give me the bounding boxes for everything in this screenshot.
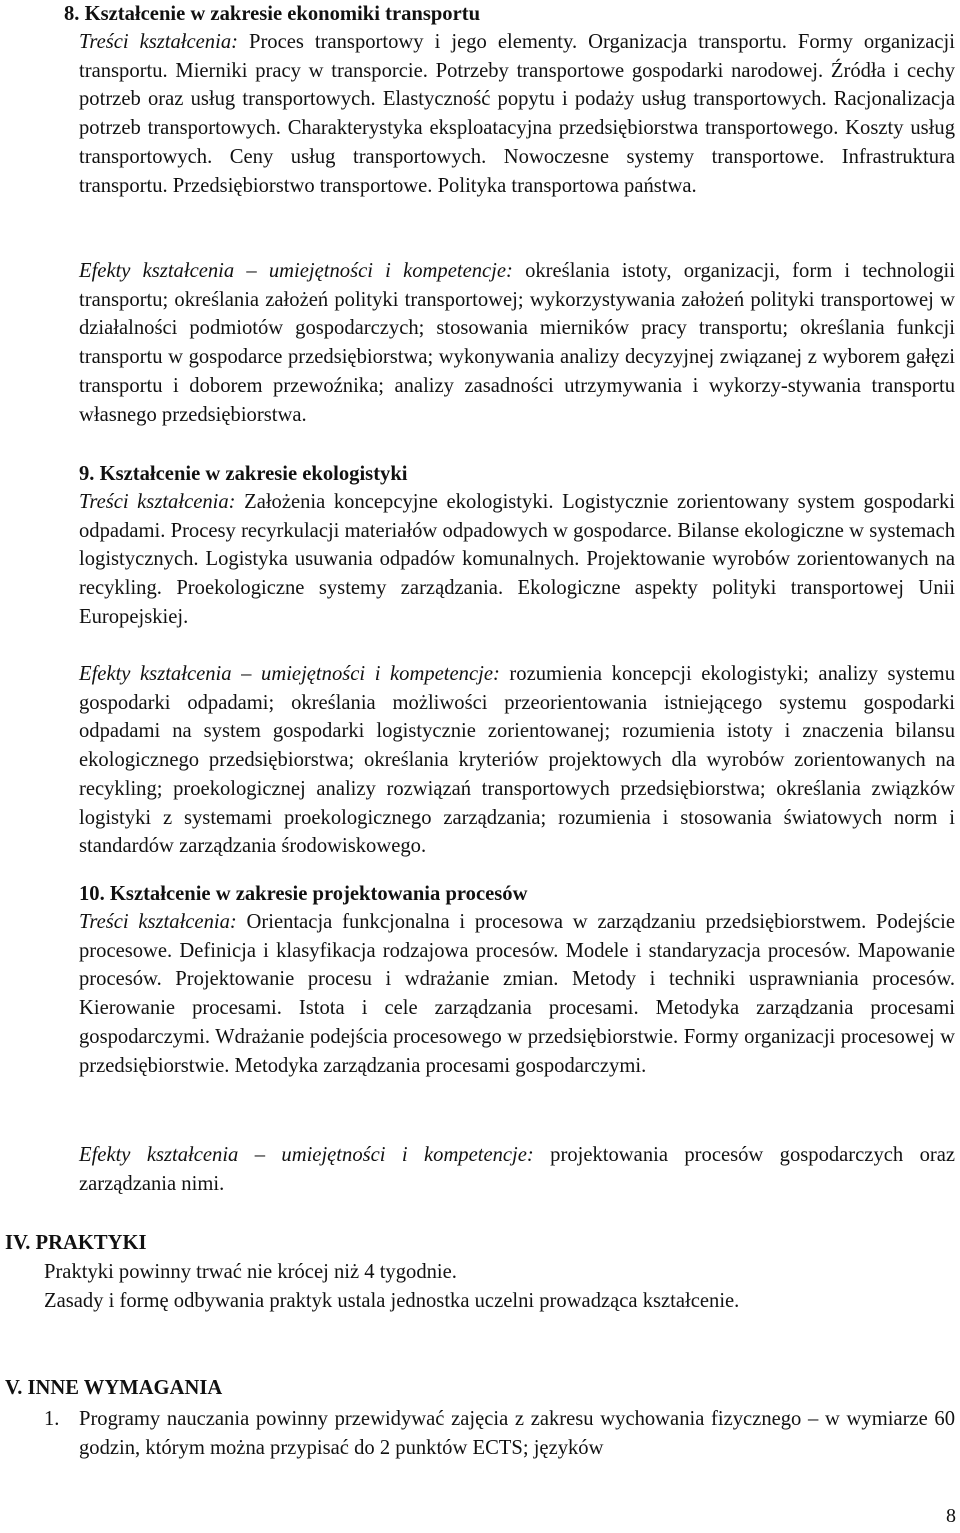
inne-heading: V. INNE WYMAGANIA xyxy=(5,1377,223,1399)
section-8-effects xyxy=(79,257,955,429)
section-title: Kształcenie w zakresie ekonomiki transportu xyxy=(84,3,481,25)
effects-text: rozumienia koncepcji ekologistyki; analizy systemu gospodarki odpadami; określania możliwości przeorientowania istniejącego systemu gospodarki odpadami na system gospodarki logistycznie zorientowanej; rozumienia istoty i znaczenia bilansu ekologicznego przedsiębiorstwa; określania kryteriów projektowych dla wyrobów zorientowanych na recykling; proekologicznej analizy rozwiązań transportowych przedsiębiorstwa; określania związków logistyki z systemami proekologicznego zarządzania; rozumienia i stosowania światowych norm i standardów zarządzania środowiskowego. xyxy=(79,663,955,858)
section-number: 9. xyxy=(79,463,95,485)
section-10-effects xyxy=(79,1141,955,1198)
section-number: 10. xyxy=(79,883,105,905)
praktyki-line-2: Zasady i formę odbywania praktyk ustala jednostka uczelni prowadząca kształcenie. xyxy=(44,1290,740,1312)
effects-text: określania istoty, organizacji, form i technologii transportu; określania założeń polityki transportowej; wykorzystywania założeń polityki transportowej w działalności podmiotów gospodarczych; stosowania mierników pracy transportu; określania funkcji transportu w gospodarce przedsiębiorstwa; wykonywania analizy decyzyjnej związanej z wyborem gałęzi transportu i doborem przewoźnika; analizy zasadności utrzymywania i wykorzy-stywania transportu własnego przedsiębiorstwa. xyxy=(79,260,955,426)
section-10-heading xyxy=(79,880,955,909)
content-text: Orientacja funkcjonalna i procesowa w zarządzaniu przedsiębiorstwem. Podejście procesowe. Definicja i klasyfikacja rodzajowa procesów. Modele i standaryzacja procesów. Mapowanie procesów. Projektowanie procesu i wdrażanie zmian. Metody i techniki usprawniania procesów. Kierowanie procesami. Istota i cele zarządzania procesami. Metodyka zarządzania procesami gospodarczymi. Wdrażanie podejścia procesowego w przedsiębiorstwie. Formy organizacji procesowej w przedsiębiorstwie. Metodyka zarządzania procesami gospodarczymi. xyxy=(79,911,955,1077)
section-8-heading xyxy=(64,0,954,29)
content-label: Treści kształcenia: xyxy=(79,911,237,933)
page-number: 8 xyxy=(946,1505,956,1527)
section-8-content xyxy=(79,28,955,200)
praktyki-heading: IV. PRAKTYKI xyxy=(5,1232,147,1254)
section-10-content xyxy=(79,908,955,1080)
section-title: Kształcenie w zakresie projektowania procesów xyxy=(109,883,528,905)
list-item-number: 1. xyxy=(44,1408,60,1430)
section-9-heading xyxy=(79,460,955,489)
praktyki-line-1: Praktyki powinny trwać nie krócej niż 4 tygodnie. xyxy=(44,1261,457,1283)
section-title: Kształcenie w zakresie ekologistyki xyxy=(99,463,408,485)
effects-label: Efekty kształcenia – umiejętności i kompetencje: xyxy=(79,1144,534,1166)
content-label: Treści kształcenia: xyxy=(79,491,236,513)
content-text: Proces transportowy i jego elementy. Organizacja transportu. Formy organizacji transportu. Mierniki pracy w transporcie. Potrzeby transportowe gospodarki narodowej. Źródła i cechy potrzeb oraz usług transportowych. Elastyczność popytu i podaży usług transportowych. Racjonalizacja potrzeb transportowych. Charakterystyka eksploatacyjna przedsiębiorstwa transportowego. Koszty usług transportowych. Ceny usług transportowych. Nowoczesne systemy transportowe. Infrastruktura transportu. Przedsiębiorstwo transportowe. Polityka transportowa państwa. xyxy=(79,31,955,197)
section-9-effects xyxy=(79,660,955,861)
effects-text: projektowania procesów gospodarczych oraz zarządzania nimi. xyxy=(79,1144,956,1195)
section-number: 8. xyxy=(64,3,80,25)
section-9-content xyxy=(79,488,955,632)
effects-label: Efekty kształcenia – umiejętności i kompetencje: xyxy=(79,260,513,282)
content-text: Założenia koncepcyjne ekologistyki. Logistycznie zorientowany system gospodarki odpadami. Procesy recyrkulacji materiałów odpadowych w gospodarce. Bilanse ekologiczne w systemach logistycznych. Logistyka usuwania odpadów komunalnych. Projektowanie wyrobów zorientowanych na recykling. Proekologiczne systemy zarządzania. Ekologiczne aspekty polityki transportowej Unii Europejskiej. xyxy=(79,491,955,628)
content-label: Treści kształcenia: xyxy=(79,31,238,53)
list-item: Programy nauczania powinny przewidywać zajęcia z zakresu wychowania fizycznego – w wymiarze 60 godzin, którym można przypisać do 2 punktów ECTS; języków xyxy=(79,1408,955,1459)
effects-label: Efekty kształcenia – umiejętności i kompetencje: xyxy=(79,663,500,685)
